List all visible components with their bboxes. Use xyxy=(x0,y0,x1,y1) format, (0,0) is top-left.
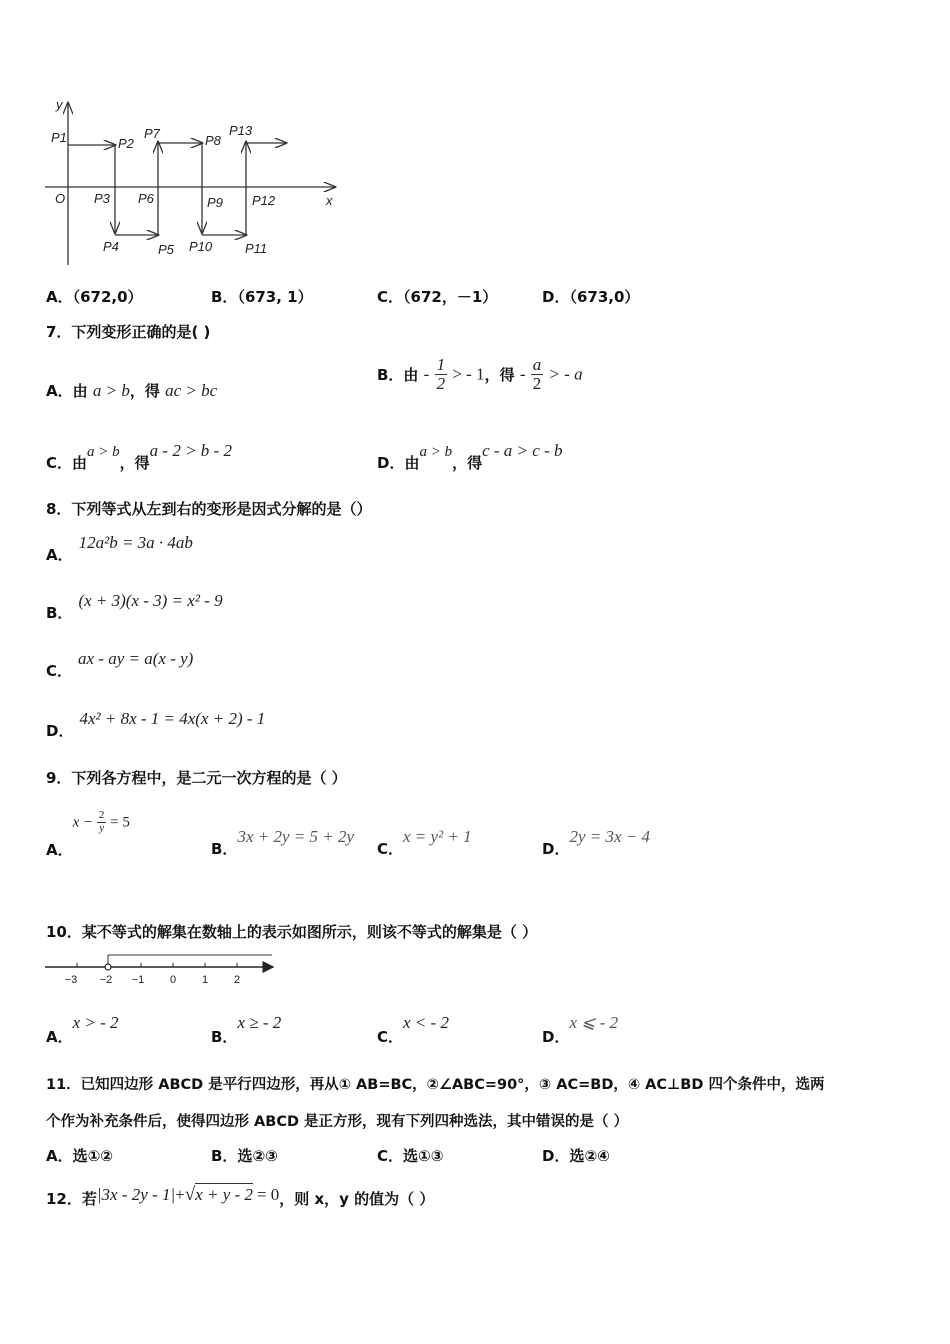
q8-stem: 8．下列等式从左到右的变形是因式分解的是（） xyxy=(46,500,372,518)
q11-stem-line2: 个作为补充条件后，使得四边形 ABCD 是正方形，现有下列四种选法，其中错误的是（ ） xyxy=(46,1114,629,1130)
open-endpoint xyxy=(105,964,111,970)
q9-option-c[interactable]: C．x = y² + 1 xyxy=(377,827,472,858)
q9-option-a[interactable]: A．x − $\frac{2}{y}$ = 5 xyxy=(46,809,130,859)
q6-option-b[interactable]: B．（673, 1） xyxy=(211,288,313,306)
point-label: P4 xyxy=(103,239,119,254)
point-label: P2 xyxy=(118,136,134,151)
q6-option-d[interactable]: D．（673,0） xyxy=(542,288,640,306)
q9-stem: 9．下列各方程中，是二元一次方程的是（ ） xyxy=(46,769,347,787)
q8-option-d[interactable]: D．4x² + 8x - 1 = 4x(x + 2) - 1 xyxy=(46,709,266,740)
y-axis-label: y xyxy=(56,97,63,112)
point-label: P12 xyxy=(252,193,276,208)
q7-option-a[interactable]: A．由 a > b，得 ac > bc xyxy=(46,381,218,400)
origin-label: O xyxy=(55,191,66,206)
point-label: P8 xyxy=(205,133,221,148)
tick-label: 1 xyxy=(201,974,209,986)
q6-option-a[interactable]: A．（672,0） xyxy=(46,288,143,306)
point-label: P10 xyxy=(189,239,213,254)
q7-stem: 7．下列变形正确的是( ) xyxy=(46,323,211,341)
tick-label: −1 xyxy=(131,974,145,986)
q11-option-b[interactable]: B．选②③ xyxy=(211,1147,278,1165)
point-label: P9 xyxy=(207,195,223,210)
q12-stem: 12．若|3x - 2y - 1|+√x + y - 2 = 0，则 x，y 的值为（ ） xyxy=(46,1184,435,1208)
q8-option-c[interactable]: C．ax - ay = a(x - y) xyxy=(46,649,194,680)
q9-option-d[interactable]: D．2y = 3x − 4 xyxy=(542,827,650,858)
coordinate-graph xyxy=(40,95,350,275)
q8-option-b[interactable]: B．(x + 3)(x - 3) = x² - 9 xyxy=(46,591,223,622)
sqrt-icon: √ xyxy=(184,1184,196,1205)
point-label: P3 xyxy=(94,191,110,206)
q11-option-a[interactable]: A．选①② xyxy=(46,1147,114,1165)
q10-option-a[interactable]: A．x > - 2 xyxy=(46,1013,119,1046)
x-axis-label: x xyxy=(326,193,333,208)
q8-option-a[interactable]: A．12a²b = 3a · 4ab xyxy=(46,533,193,564)
point-label: P5 xyxy=(158,242,174,257)
q10-option-c[interactable]: C．x < - 2 xyxy=(377,1013,449,1046)
q11-option-d[interactable]: D．选②④ xyxy=(542,1147,610,1165)
q10-option-d[interactable]: D．x ⩽ - 2 xyxy=(542,1013,619,1046)
tick-label: 0 xyxy=(169,974,177,986)
q7-option-b[interactable]: B．由 - $\frac{1}{2}$ > - 1，得 - $\frac{a}{2}$ > - a xyxy=(377,355,583,393)
point-label: P13 xyxy=(229,123,253,138)
point-label: P11 xyxy=(245,241,268,256)
tick-label: −3 xyxy=(64,974,78,986)
q6-option-c[interactable]: C．（672，－1） xyxy=(377,288,498,306)
tick-label: −2 xyxy=(99,974,113,986)
q10-stem: 10．某不等式的解集在数轴上的表示如图所示，则该不等式的解集是（ ） xyxy=(46,923,538,941)
q10-option-b[interactable]: B．x ≥ - 2 xyxy=(211,1013,282,1046)
point-label: P6 xyxy=(138,191,154,206)
point-label: P1 xyxy=(51,130,67,145)
point-label: P7 xyxy=(144,126,160,141)
q9-option-b[interactable]: B．3x + 2y = 5 + 2y xyxy=(211,827,354,858)
tick-label: 2 xyxy=(233,974,241,986)
q7-option-d[interactable]: D．由a > b，得c - a > c - b xyxy=(377,441,563,472)
q7-option-c[interactable]: C．由a > b，得a - 2 > b - 2 xyxy=(46,441,232,472)
q11-stem-line1: 11．已知四边形 ABCD 是平行四边形，再从① AB=BC，②∠ABC=90°，③ AC=BD，④ AC⊥BD 四个条件中，选两 xyxy=(46,1077,825,1093)
number-line xyxy=(40,948,285,990)
q11-option-c[interactable]: C．选①③ xyxy=(377,1147,444,1165)
